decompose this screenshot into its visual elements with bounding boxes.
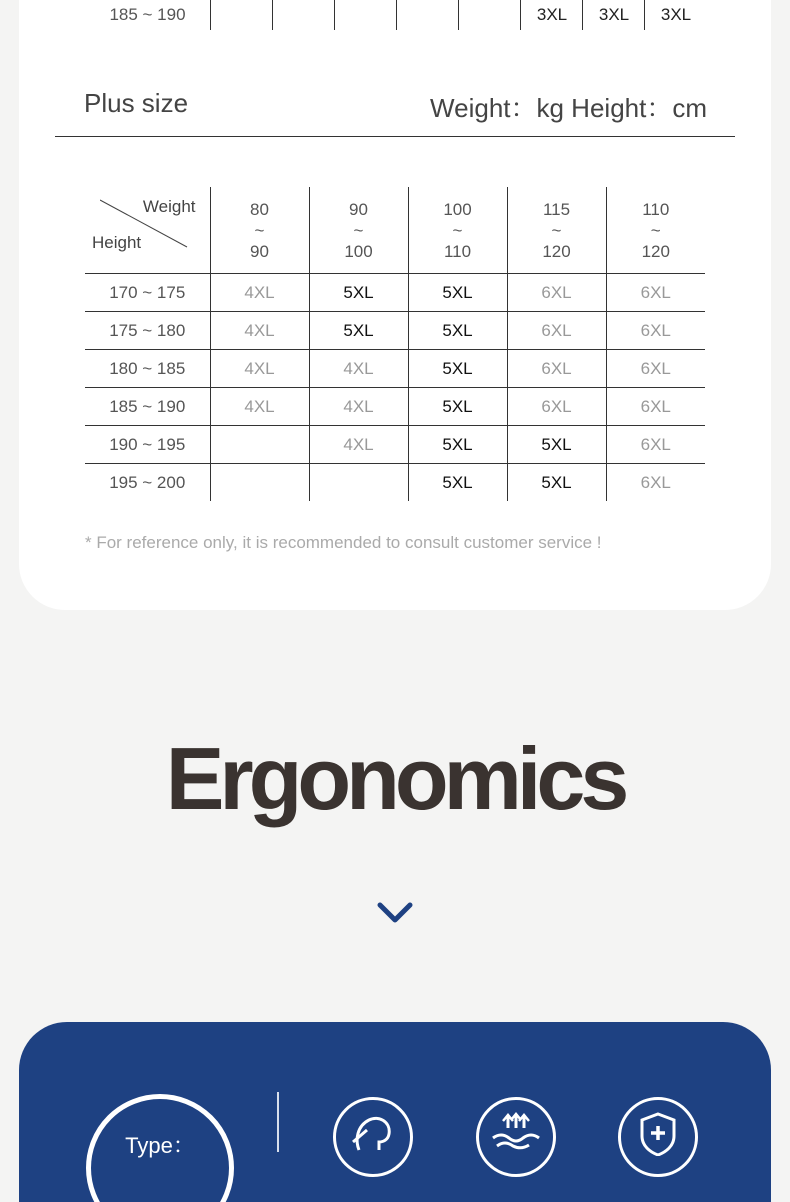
row-height-label: 185 ~ 190 [85,388,210,426]
table-row [85,274,705,312]
type-label: Type： [125,1133,195,1158]
size-cell: 5XL [507,464,606,502]
column-header: 100 ~ 110 [408,187,507,274]
size-cell: 6XL [606,274,705,312]
feature-head-support [333,1097,413,1177]
table-cell: 3XL [520,0,583,30]
size-cell [210,464,309,502]
size-cell: 5XL [408,426,507,464]
row-height-label: 190 ~ 195 [85,426,210,464]
size-cell: 4XL [210,388,309,426]
size-cell: 5XL [507,426,606,464]
size-cell: 4XL [309,350,408,388]
size-cell: 6XL [507,274,606,312]
prev-table-row [85,0,705,30]
size-cell: 5XL [408,312,507,350]
wave-breathable-icon [491,1112,541,1152]
size-cell [210,426,309,464]
corner-height-label: Height [92,233,142,252]
size-cell: 4XL [309,426,408,464]
size-cell: 5XL [309,312,408,350]
size-cell: 4XL [210,350,309,388]
row-height-label: 195 ~ 200 [85,464,210,502]
panel-divider [277,1092,279,1152]
table-cell: 3XL [582,0,645,30]
table-row [85,426,705,464]
table-cell [210,0,273,30]
table-cell [396,0,459,30]
size-cell: 6XL [507,312,606,350]
row-height-label: 170 ~ 175 [85,274,210,312]
size-cell: 6XL [507,350,606,388]
row-height-label: 180 ~ 185 [85,350,210,388]
features-panel [19,1022,771,1202]
type-badge [86,1094,234,1202]
divider [55,136,735,137]
shield-plus-icon [638,1112,678,1156]
units-label: Weight：kg Height：cm [430,93,707,123]
size-cell [309,464,408,502]
chevron-down-icon [377,902,413,924]
row-height-label: 185 ~ 190 [109,5,186,24]
size-cell: 6XL [606,388,705,426]
table-row [85,350,705,388]
size-cell: 6XL [606,312,705,350]
table-row [85,312,705,350]
size-cell: 6XL [606,464,705,502]
size-cell: 6XL [606,350,705,388]
table-cell [458,0,521,30]
feature-protection [618,1097,698,1177]
size-cell: 4XL [210,274,309,312]
row-height-label: 175 ~ 180 [85,312,210,350]
table-cell [334,0,397,30]
size-cell: 5XL [408,388,507,426]
size-cell: 4XL [309,388,408,426]
column-header: 110 ~ 120 [606,187,705,274]
size-cell: 5XL [408,464,507,502]
table-row [85,464,705,502]
table-corner [85,187,210,274]
plus-size-table [85,187,705,501]
section-heading: Ergonomics [165,729,625,828]
corner-weight-label: Weight [142,197,196,216]
size-cell: 5XL [309,274,408,312]
size-cell: 5XL [408,274,507,312]
size-cell: 5XL [408,350,507,388]
column-header: 80 ~ 90 [210,187,309,274]
table-cell: 3XL [644,0,707,30]
size-cell: 6XL [606,426,705,464]
column-header: 115 ~ 120 [507,187,606,274]
size-cell: 6XL [507,388,606,426]
size-cell: 4XL [210,312,309,350]
section-title: Plus size [84,88,189,118]
column-header: 90 ~ 100 [309,187,408,274]
reference-note: * For reference only, it is recommended to consult customer service ! [85,533,602,552]
feature-breathable [476,1097,556,1177]
table-cell [272,0,335,30]
head-profile-icon [349,1112,397,1152]
table-row [85,388,705,426]
